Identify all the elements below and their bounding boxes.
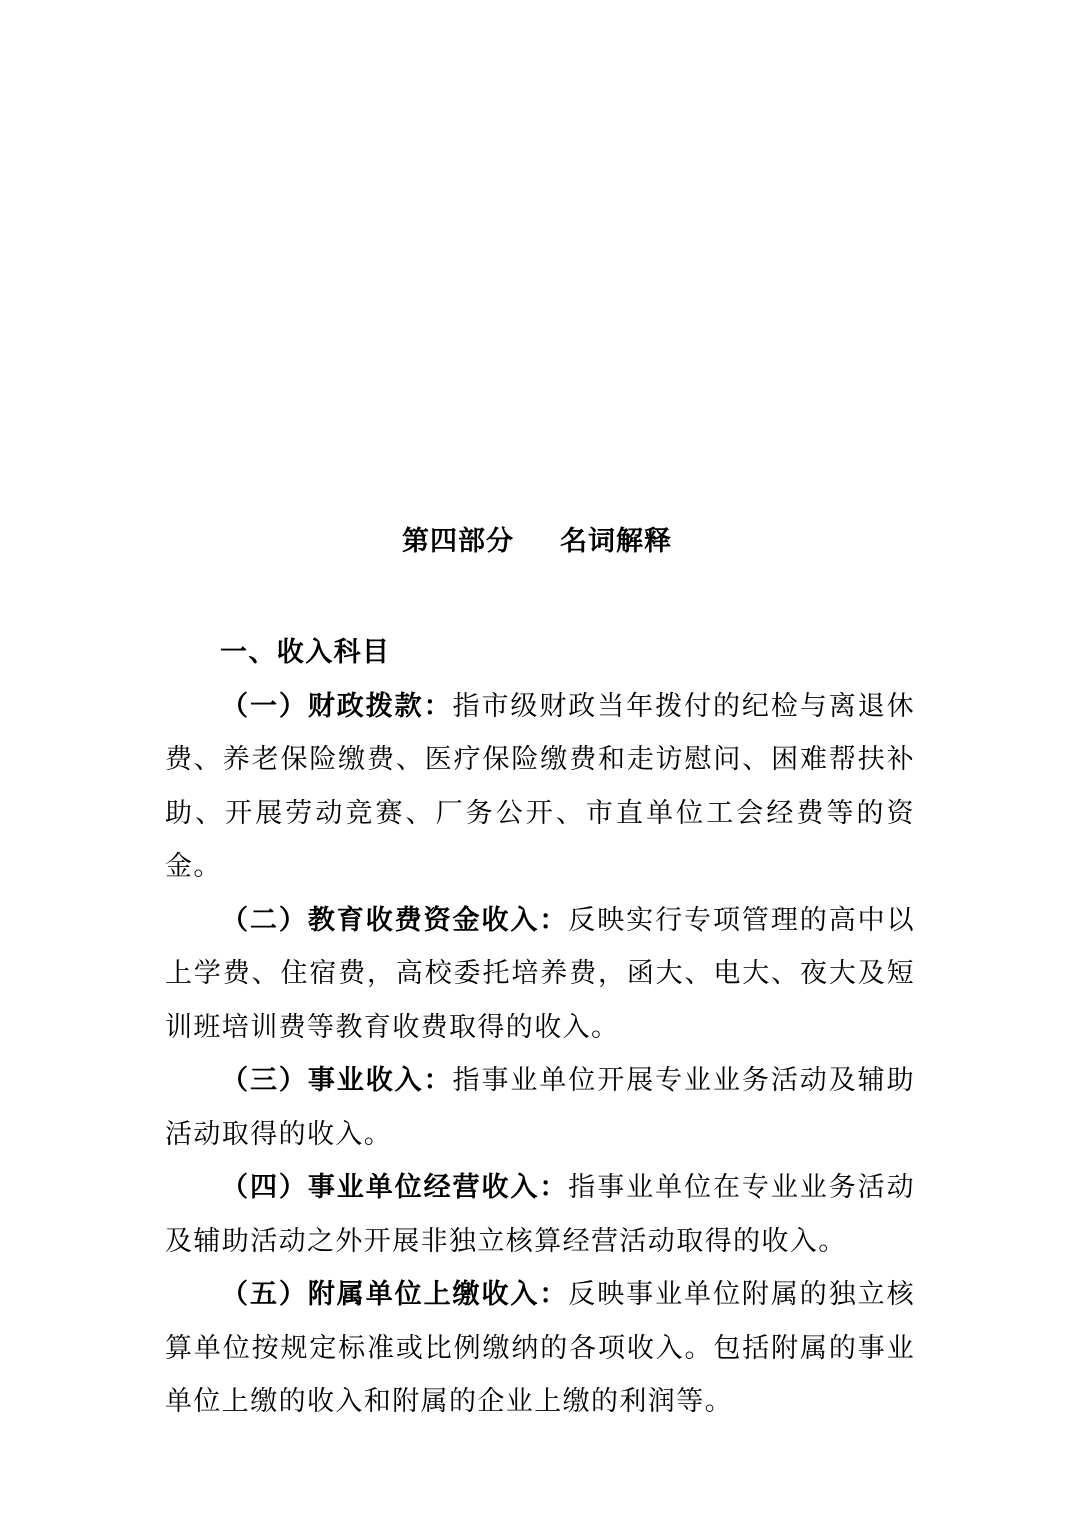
definition-term: （四）事业单位经营收入： — [221, 1172, 569, 1203]
definition-text: 指事业单位在专业业务活动及辅助活动之外开展非独立核算经营活动取得的收入。 — [165, 1172, 915, 1257]
definition-term: （一）财政拨款： — [221, 690, 453, 722]
section-heading: 一、收入科目 — [220, 637, 391, 668]
part-title: 第四部分 — [402, 526, 514, 557]
definition-paragraph — [165, 1054, 915, 1161]
definition-paragraph — [165, 1161, 915, 1268]
part-subtitle: 名词解释 — [560, 526, 672, 557]
definition-text: 指事业单位开展专业业务活动及辅助活动取得的收入。 — [165, 1065, 915, 1150]
definition-text: 反映事业单位附属的独立核算单位按规定标准或比例缴纳的各项收入。包括附属的事业单位上缴的收入和附属的企业上缴的利润等。 — [165, 1279, 915, 1417]
definition-paragraph — [165, 894, 915, 1055]
definition-term: （三）事业收入： — [221, 1065, 453, 1096]
definition-term: （二）教育收费资金收入： — [221, 904, 569, 936]
definition-text: 指市级财政当年拨付的纪检与离退休费、养老保险缴费、医疗保险缴费和走访慰问、困难帮扶补助、开展劳动竞赛、厂务公开、市直单位工会经费等的资金。 — [165, 690, 915, 882]
document-body — [165, 626, 915, 1429]
definition-term: （五）附属单位上缴收入： — [221, 1279, 569, 1310]
page-title — [0, 520, 1074, 564]
definition-text: 反映实行专项管理的高中以上学费、住宿费，高校委托培养费，函大、电大、夜大及短训班培训费等教育收费取得的收入。 — [165, 904, 915, 1043]
definition-paragraph — [165, 680, 915, 894]
definition-paragraph — [165, 1268, 915, 1429]
